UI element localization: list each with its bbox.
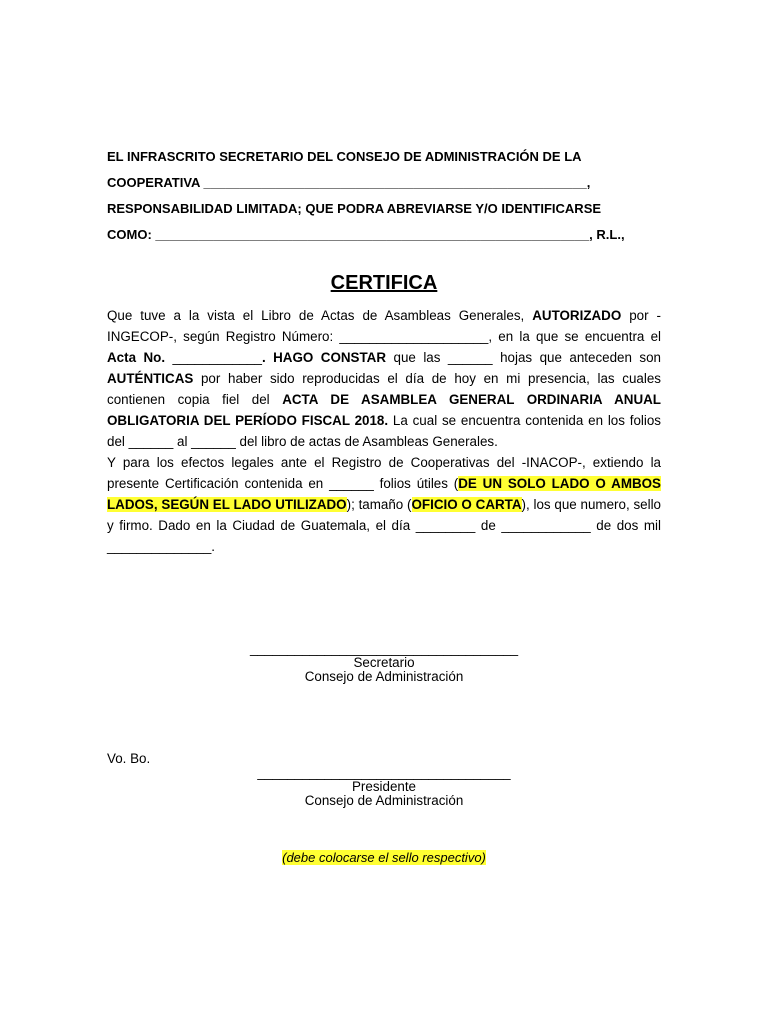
- p1-text-5: por haber sido reproducidas el día de hoy en mi presencia, las cuales contienen copia fiel del: [107, 371, 661, 407]
- p1-text-6: La cual se encuentra contenida en los folios del ______ al ______ del libro de actas de Asambleas Generales.: [107, 413, 661, 449]
- p1-text-3: ____________: [165, 350, 262, 365]
- p1-bold-autorizado: AUTORIZADO: [532, 308, 622, 323]
- seal-note: [0, 850, 768, 865]
- document-title: CERTIFICA: [330, 272, 438, 294]
- signature-block-presidente: [0, 766, 768, 808]
- vobo-label: Vo. Bo.: [107, 751, 151, 766]
- signature-line: __________________________________: [257, 765, 511, 780]
- signature-body: Consejo de Administración: [304, 669, 464, 684]
- signature-role: Presidente: [351, 779, 417, 794]
- p2-highlight-lados: DE UN SOLO LADO O AMBOS LADOS, SEGÚN EL LADO UTILIZADO: [107, 476, 661, 512]
- p2-text-3: ), los que numero, sello y firmo. Dado en la Ciudad de Guatemala, el día ________ de ____________ de dos mil ______________.: [107, 497, 661, 554]
- p1-text-4: que las ______ hojas que anteceden son: [386, 350, 662, 365]
- seal-note-text: (debe colocarse el sello respectivo): [282, 850, 486, 865]
- p2-text-1: Y para los efectos legales ante el Registro de Cooperativas del -INACOP-, extiendo la presente Certificación contenida en ______ folios útiles (: [107, 455, 661, 491]
- signature-body: Consejo de Administración: [304, 793, 464, 808]
- p1-bold-autenticas: AUTÉNTICAS: [107, 371, 194, 386]
- p1-text-1: Que tuve a la vista el Libro de Actas de Asambleas Generales,: [107, 308, 533, 323]
- signature-line: ____________________________________: [249, 641, 519, 656]
- p1-bold-acta-no: Acta No.: [107, 350, 166, 365]
- p1-bold-acta-asamblea: ACTA DE ASAMBLEA GENERAL ORDINARIA ANUAL OBLIGATORIA DEL PERÍODO FISCAL 2018.: [107, 392, 661, 428]
- signature-role: Secretario: [353, 655, 415, 670]
- signature-block-secretario: [0, 642, 768, 684]
- header-line-2: COOPERATIVA _____________________________________________________,: [107, 175, 591, 190]
- certificate-body: [107, 305, 661, 557]
- p2-highlight-oficio-carta: OFICIO O CARTA: [411, 497, 522, 512]
- header-line-4: COMO: ____________________________________________________________, R.L.,: [107, 227, 625, 242]
- header-line-3: RESPONSABILIDAD LIMITADA; QUE PODRA ABREVIARSE Y/O IDENTIFICARSE: [107, 201, 602, 216]
- paragraph-2: [107, 452, 661, 557]
- paragraph-1: [107, 305, 661, 452]
- p2-text-2: ); tamaño (: [346, 497, 412, 512]
- p1-text-2: por -INGECOP-, según Registro Número: ____________________, en la que se encuentra el: [107, 308, 661, 344]
- header-line-1: EL INFRASCRITO SECRETARIO DEL CONSEJO DE ADMINISTRACIÓN DE LA: [107, 149, 582, 164]
- p1-bold-hago-constar: . HAGO CONSTAR: [261, 350, 387, 365]
